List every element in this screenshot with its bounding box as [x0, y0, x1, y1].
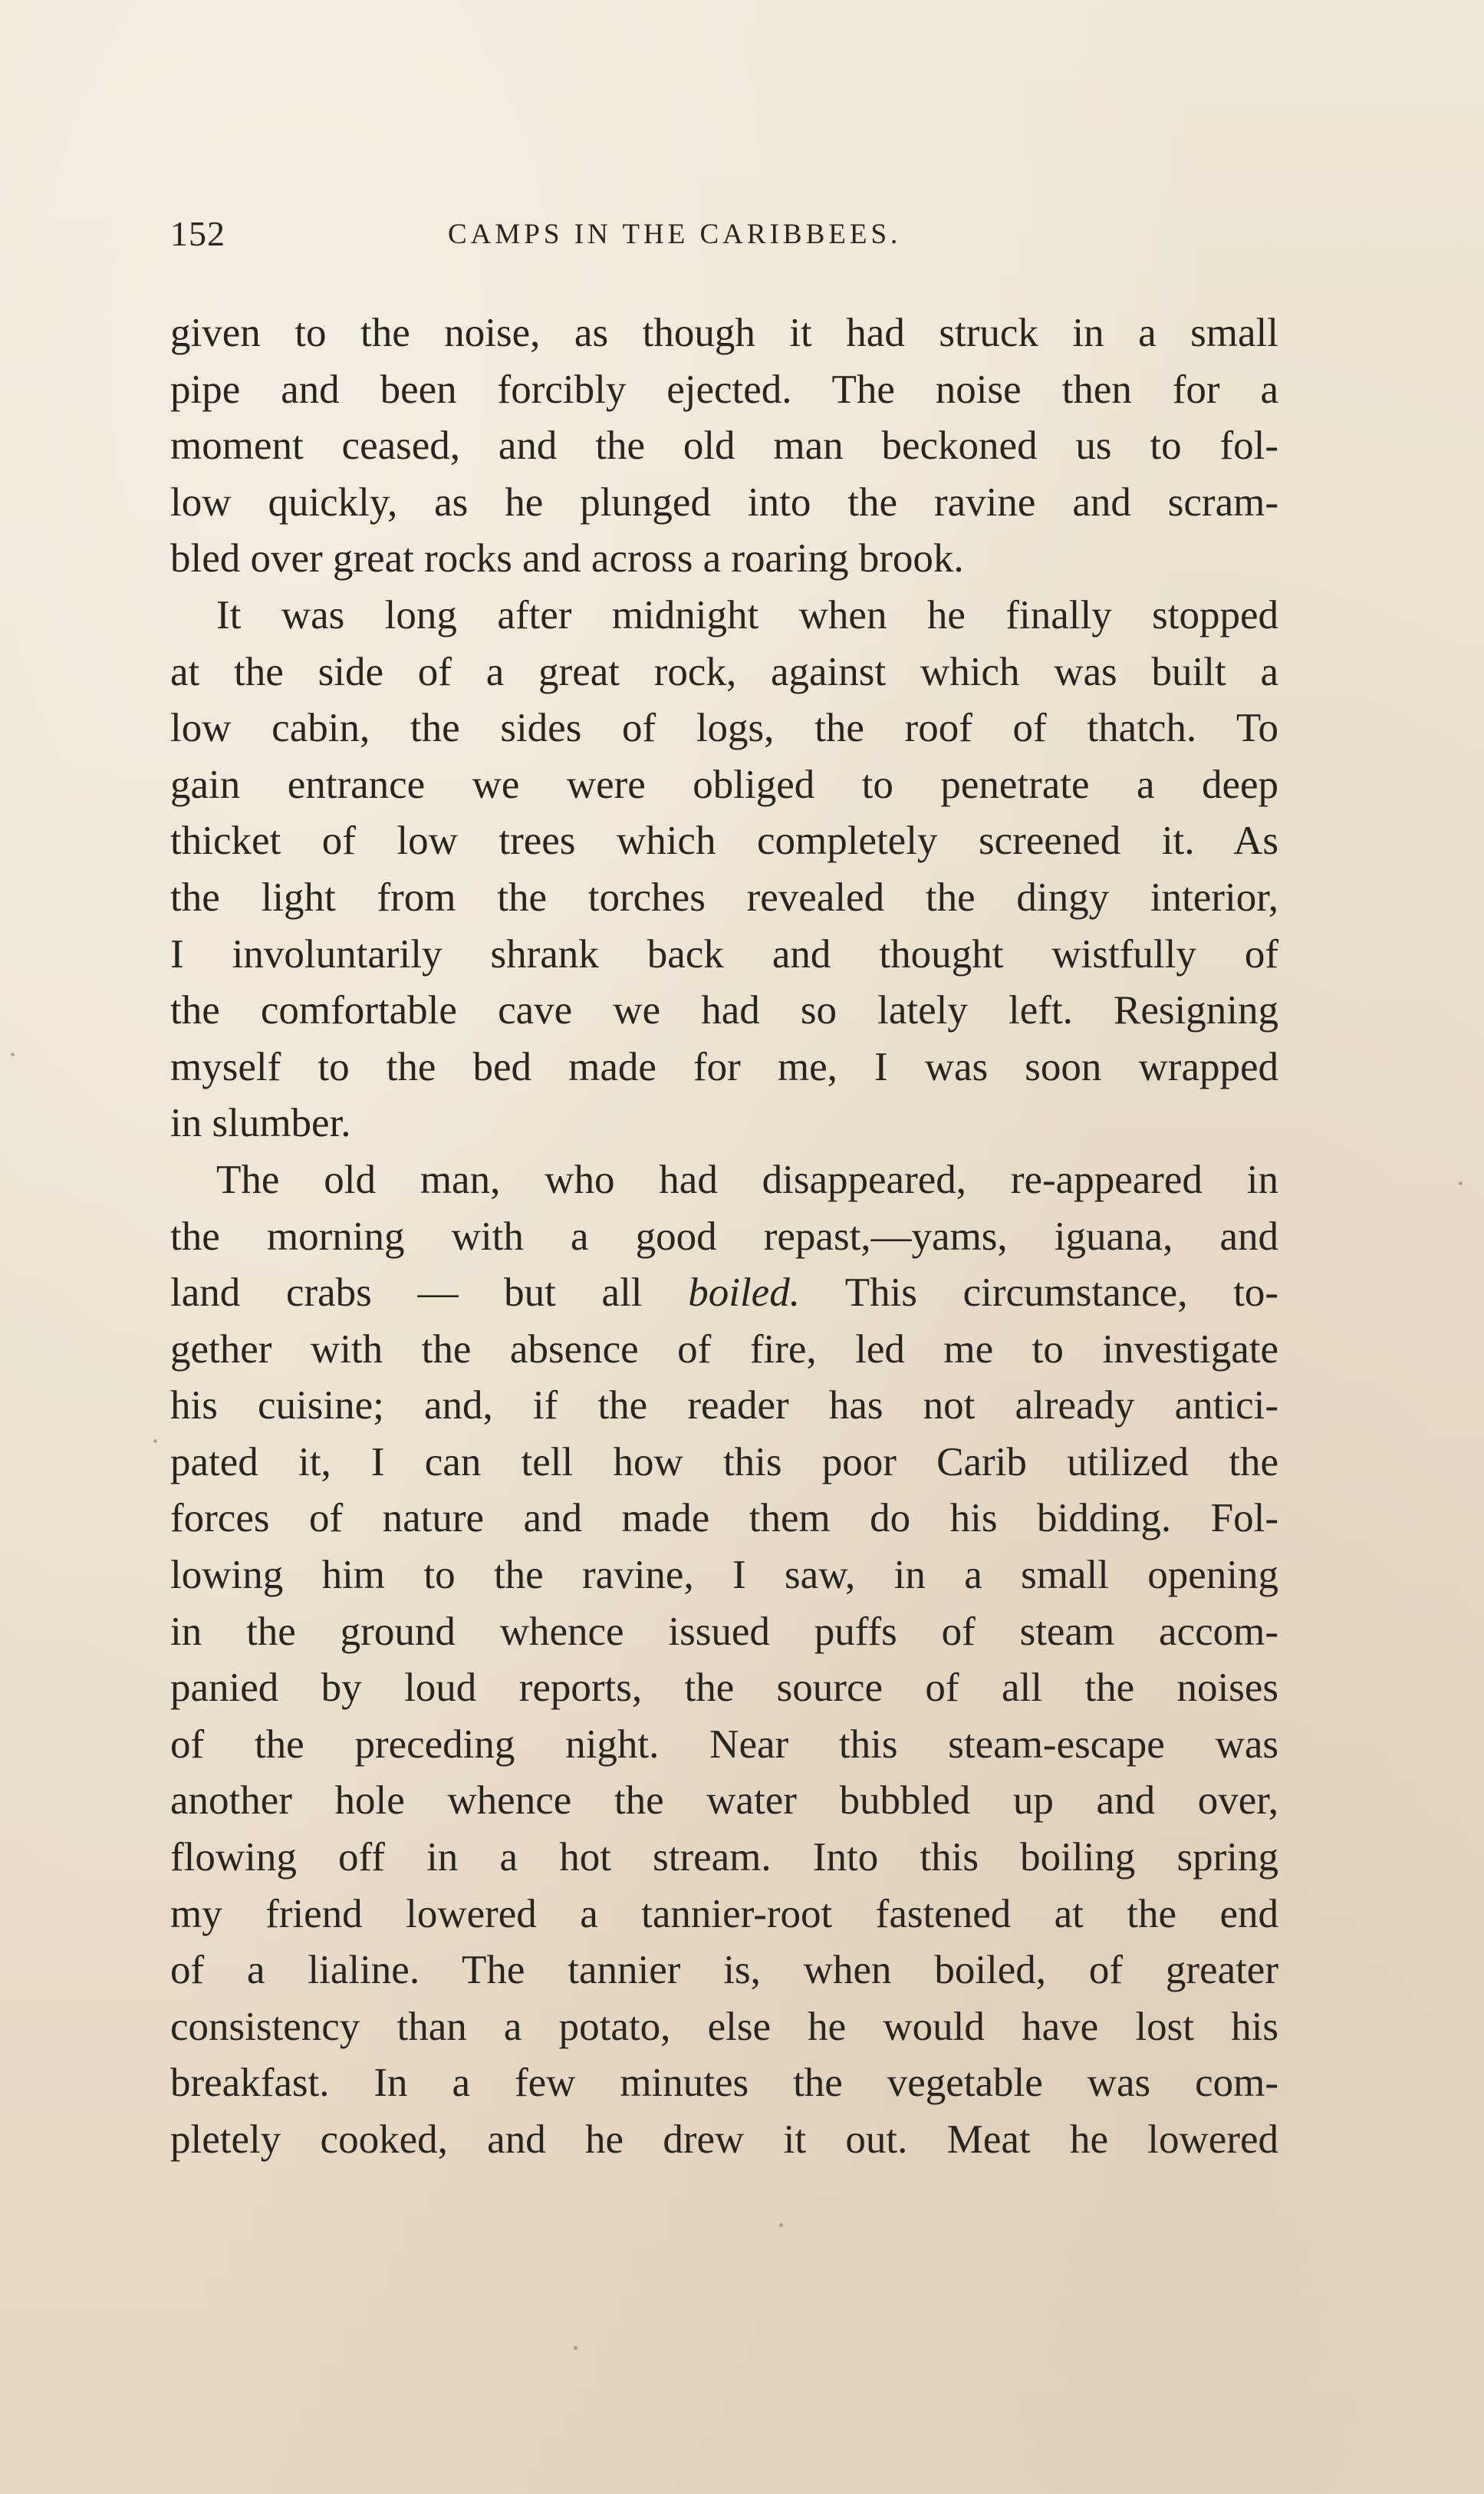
- text-line: pletely cooked, and he drew it out. Meat he lowered: [170, 2117, 1278, 2162]
- text-line: forces of nature and made them do his bidding. Fol-: [170, 1496, 1278, 1541]
- paper-speck: [11, 1053, 15, 1056]
- text-line: pated it, I can tell how this poor Carib utilized the: [170, 1439, 1278, 1484]
- text-line: breakfast. In a few minutes the vegetable was com-: [170, 2061, 1278, 2106]
- text-line: It was long after midnight when he finally stopped: [216, 592, 1278, 638]
- text-line: the morning with a good repast,—yams, iguana, and: [170, 1214, 1278, 1259]
- text-line: flowing off in a hot stream. Into this boiling spring: [170, 1835, 1278, 1880]
- text-line: of the preceding night. Near this steam-escape was: [170, 1721, 1278, 1767]
- running-head: [170, 213, 1278, 259]
- text-line: low quickly, as he plunged into the ravine and scram-: [170, 479, 1278, 525]
- text-line: pipe and been forcibly ejected. The noise then for a: [170, 367, 1278, 412]
- text-segment: land crabs — but all: [170, 1270, 643, 1316]
- text-line: of a lialine. The tannier is, when boiled, of greater: [170, 1948, 1278, 1993]
- text-line: [170, 1265, 1278, 1322]
- text-line: another hole whence the water bubbled up and over,: [170, 1778, 1278, 1824]
- paper-speck: [1459, 1181, 1463, 1185]
- text-line: his cuisine; and, if the reader has not already antici-: [170, 1383, 1278, 1428]
- text-line: moment ceased, and the old man beckoned us to fol-: [170, 423, 1278, 469]
- text-line: thicket of low trees which completely screened it. As: [170, 819, 1278, 864]
- text-line: gether with the absence of fire, led me to investigate: [170, 1326, 1278, 1372]
- text-line: consistency than a potato, else he would have lost his: [170, 2004, 1278, 2049]
- text-line: bled over great rocks and across a roaring brook.: [170, 536, 964, 581]
- running-title: CAMPS IN THE CARIBBEES.: [448, 219, 902, 250]
- italic-word: boiled.: [688, 1270, 800, 1316]
- text-line: gain entrance we were obliged to penetrate a deep: [170, 762, 1278, 807]
- paper-speck: [574, 2346, 577, 2350]
- text-line: the comfortable cave we had so lately left. Resigning: [170, 988, 1278, 1033]
- paper-speck: [779, 2223, 783, 2227]
- text-line: I involuntarily shrank back and thought wistfully of: [170, 931, 1278, 977]
- text-line: my friend lowered a tannier-root fastened at the end: [170, 1891, 1278, 1936]
- text-line: given to the noise, as though it had struck in a small: [170, 311, 1278, 355]
- text-line: myself to the bed made for me, I was soon wrapped: [170, 1044, 1278, 1089]
- text-segment: This circumstance, to-: [844, 1270, 1278, 1316]
- text-line: The old man, who had disappeared, re-appeared in: [216, 1157, 1278, 1202]
- paper-speck: [153, 1439, 157, 1443]
- text-line: panied by loud reports, the source of all the noises: [170, 1665, 1278, 1711]
- text-line: at the side of a great rock, against which was built a: [170, 649, 1278, 694]
- body-text: [170, 305, 1278, 2169]
- text-line: in slumber.: [170, 1101, 351, 1146]
- text-line: lowing him to the ravine, I saw, in a small opening: [170, 1553, 1278, 1598]
- text-line: the light from the torches revealed the dingy interior,: [170, 875, 1278, 920]
- text-line: low cabin, the sides of logs, the roof of thatch. To: [170, 706, 1278, 751]
- text-line: in the ground whence issued puffs of steam accom-: [170, 1609, 1278, 1654]
- page-number: 152: [170, 214, 225, 253]
